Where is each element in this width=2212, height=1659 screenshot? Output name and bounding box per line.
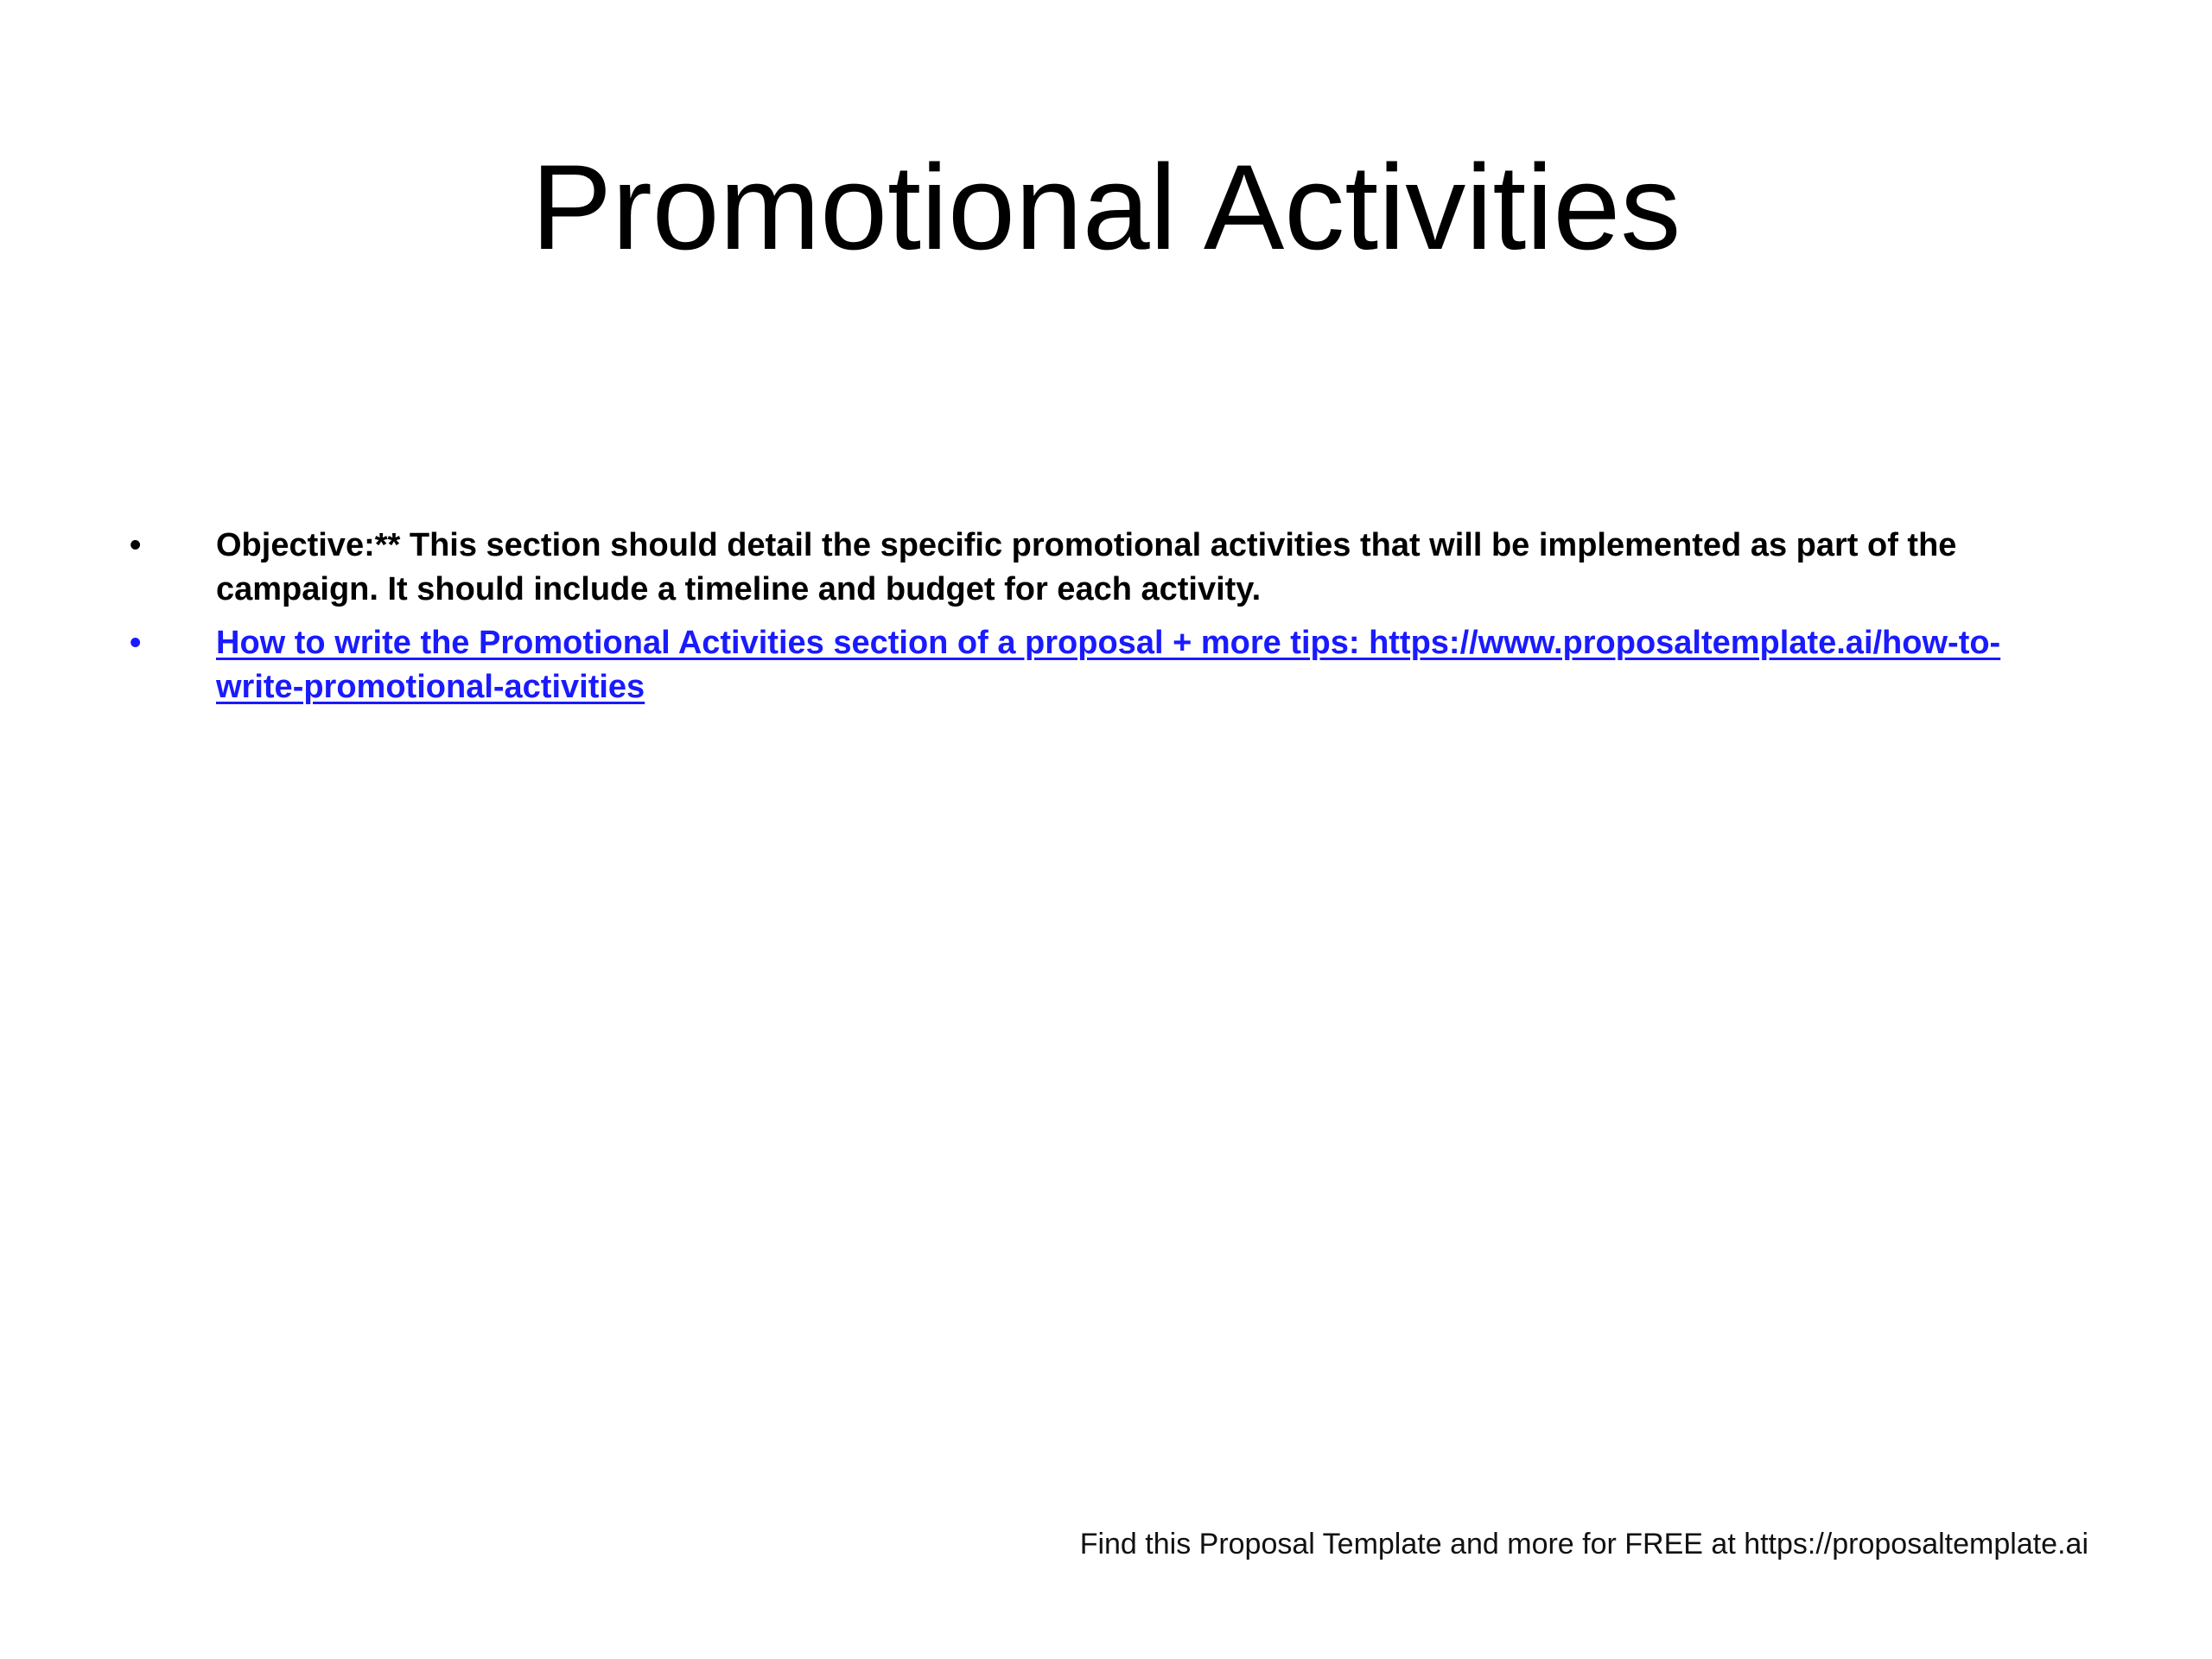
bullet-dot-icon: • <box>130 625 142 661</box>
bullet-dot-icon: • <box>130 527 142 563</box>
bullet-objective <box>130 524 2056 612</box>
objective-text: Objective:** This section should detail the specific promotional activities that will be implemented as part of the campaign. It should include a timeline and budget for each activity. <box>216 527 1957 607</box>
bullet-tips-link <box>130 621 2056 709</box>
footer-credit: Find this Proposal Template and more for FREE at https://proposaltemplate.ai <box>1079 1528 2088 1560</box>
bullet-list <box>130 524 2056 719</box>
slide-title: Promotional Activities <box>531 139 1681 275</box>
tips-link[interactable]: How to write the Promotional Activities section of a proposal + more tips: https://www.proposaltemplate.ai/how-to-write-promotional-activities <box>216 625 2001 705</box>
